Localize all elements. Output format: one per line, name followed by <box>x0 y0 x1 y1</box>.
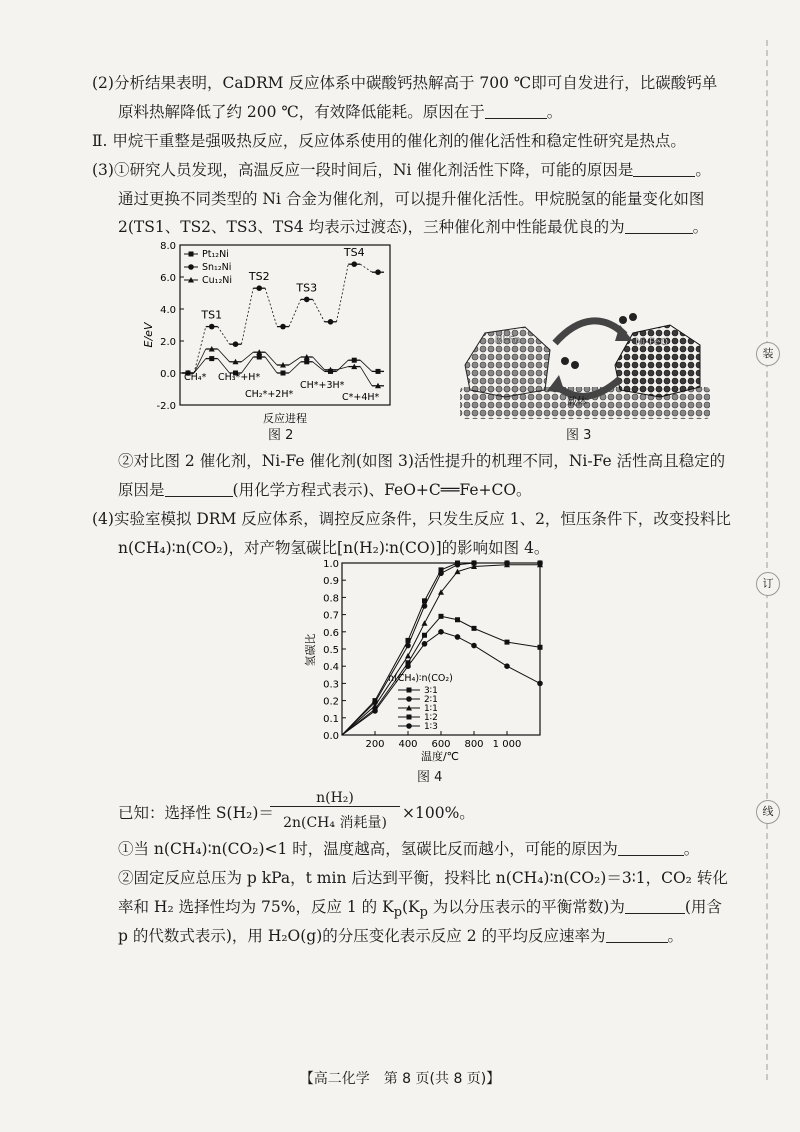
q3-sub2-equation: (用化学方程式表示)、FeO+C══Fe+CO。 <box>232 481 532 499</box>
arrowhead <box>547 375 565 393</box>
y-tick-label: 0.7 <box>323 610 339 622</box>
connector-line <box>218 359 230 373</box>
q4-sub1-end: 。 <box>683 840 700 858</box>
q3-line1 <box>92 159 711 181</box>
q3-line3-text: 2(TS1、TS2、TS3、TS4 均表示过渡态)，三种催化剂中性能最优良的为 <box>118 218 625 236</box>
legend-marker <box>407 715 412 720</box>
q4-line1: (4)实验室模拟 DRM 反应体系，调控反应条件，只发生反应 1、2，恒压条件下，改变投料比 <box>92 510 731 528</box>
data-point <box>280 324 286 330</box>
answer-blank[interactable] <box>606 926 668 943</box>
data-point <box>537 681 543 687</box>
answer-blank[interactable] <box>625 897 685 914</box>
binding-mark: 订 <box>756 572 780 596</box>
x-tick-label: 400 <box>398 739 418 750</box>
y-tick-label: 0.0 <box>160 369 176 380</box>
y-tick-label: 0.6 <box>323 627 339 639</box>
figure-4-ratio-chart <box>300 555 550 765</box>
q3-sub2-line1: ②对比图 2 催化剂，Ni-Fe 催化剂(如图 3)活性提升的机理不同，Ni-Fe 活性高且稳定的 <box>118 452 726 470</box>
data-point <box>422 603 428 609</box>
q2-line2-text: 原料热解降低了约 200 ℃，有效降低能耗。原因在于 <box>118 103 485 121</box>
data-point <box>455 634 461 640</box>
ni-feo-label: Ni-FeO <box>635 337 669 348</box>
connector-line <box>242 352 254 362</box>
legend-label: Pt₁₂Ni <box>202 249 229 260</box>
data-point <box>439 614 444 619</box>
molecule-dot <box>561 357 569 365</box>
q4-sub2-line1: ②固定反应总压为 p kPa，t min 后达到平衡，投料比 n(CH₄)∶n(CO₂)＝3∶1，CO₂ 转化 <box>118 869 728 887</box>
data-point <box>438 571 444 577</box>
legend-label: Cu₁₂Ni <box>202 275 233 286</box>
kp-subscript: p <box>419 905 428 921</box>
data-point <box>438 629 444 635</box>
molecule-dot <box>619 316 627 324</box>
figure-2-caption: 图 2 <box>268 428 294 443</box>
transition-state-label: TS1 <box>201 308 223 322</box>
data-point <box>405 653 411 659</box>
q4-sub2-line2 <box>118 896 722 924</box>
y-tick-label: 0.5 <box>323 645 339 656</box>
connector-line <box>242 288 254 344</box>
q3-line2: 通过更换不同类型的 Ni 合金为催化剂，可以提升催化活性。甲烷脱氢的能量变化如图 <box>118 190 705 208</box>
binding-mark: 线 <box>756 800 780 824</box>
legend-label: 1∶3 <box>424 722 438 732</box>
q2-line2-end: 。 <box>546 103 563 121</box>
species-label: CH₃*+H* <box>218 372 261 383</box>
data-point <box>328 319 334 325</box>
answer-blank[interactable] <box>485 102 547 119</box>
formula-numerator: n(H₂) <box>270 790 400 807</box>
connector-line <box>337 264 349 322</box>
legend-label: 1∶2 <box>424 713 438 723</box>
legend-marker <box>406 696 412 702</box>
page-footer: 【高二化学 第 8 页(共 8 页)】 <box>299 1071 501 1087</box>
q4-sub1-text: ①当 n(CH₄)∶n(CO₂)<1 时，温度越高，氢碳比反而越小，可能的原因为 <box>118 840 618 858</box>
connector-line <box>289 299 301 326</box>
y-tick-label: 0.9 <box>323 576 339 588</box>
connector-line <box>360 264 372 272</box>
species-label: CH*+3H* <box>300 380 345 391</box>
data-point <box>422 620 428 626</box>
support-label: 载体 <box>567 397 587 408</box>
connector-line <box>265 352 277 365</box>
species-label: C*+4H* <box>342 392 380 403</box>
transition-state-label: TS3 <box>296 281 318 295</box>
data-point <box>504 663 510 669</box>
section-2-heading: Ⅱ. 甲烷干重整是强吸热反应，反应体系使用的催化剂的催化活性和稳定性研究是热点。 <box>92 132 686 150</box>
data-point <box>372 708 378 714</box>
data-point <box>472 626 477 631</box>
figure-2-energy-chart <box>140 240 410 440</box>
q4-sub2-text-c: 为以分压表示的平衡常数)为 <box>427 898 625 916</box>
selectivity-prefix: 已知：选择性 S(H₂)＝ <box>118 804 274 822</box>
cycle-arrow-top <box>555 321 625 343</box>
x-axis-label: 温度/℃ <box>420 750 460 763</box>
data-point <box>351 261 357 267</box>
selectivity-suffix: ×100%。 <box>402 804 475 822</box>
legend-label: 1∶1 <box>424 704 438 714</box>
figure-3-caption: 图 3 <box>566 428 592 443</box>
q3-sub2-text: 原因是 <box>118 481 165 499</box>
binding-mark: 装 <box>756 342 780 366</box>
x-tick-label: 1 000 <box>492 739 522 750</box>
x-tick-label: 600 <box>431 739 451 750</box>
answer-blank[interactable] <box>165 480 233 497</box>
species-label: CH₂*+2H* <box>245 389 294 400</box>
figure-4-caption: 图 4 <box>417 770 443 785</box>
q3-sub2-line2 <box>118 479 532 501</box>
legend-marker <box>406 723 412 729</box>
y-axis-label: 氢碳比 <box>304 633 317 667</box>
binding-dashed-line <box>766 40 768 1080</box>
y-axis-label: E/eV <box>142 322 155 348</box>
data-point <box>304 359 309 364</box>
legend-title: n(CH₄)∶n(CO₂) <box>388 673 453 684</box>
q2-line2 <box>118 101 562 123</box>
q4-sub2-text-a: 率和 H₂ 选择性均为 75%，反应 1 的 K <box>118 898 394 916</box>
x-tick-label: 800 <box>464 739 484 750</box>
q4-sub1 <box>118 838 699 860</box>
q4-line2: n(CH₄)∶n(CO₂)，对产物氢碳比[n(H₂)∶n(CO)]的影响如图 4。 <box>118 539 550 557</box>
legend-marker <box>407 688 412 693</box>
data-point <box>209 324 215 330</box>
data-point <box>352 358 357 363</box>
y-tick-label: -2.0 <box>156 401 176 412</box>
connector-line <box>337 367 349 370</box>
answer-blank[interactable] <box>618 839 684 856</box>
data-point <box>304 297 310 303</box>
answer-blank[interactable] <box>633 160 695 177</box>
q4-sub2-text-e: p 的代数式表示)，用 H₂O(g)的分压变化表示反应 2 的平均反应速率为 <box>118 927 606 945</box>
legend-marker <box>189 252 194 257</box>
legend-marker <box>188 264 194 270</box>
y-tick-label: 0.4 <box>323 662 339 674</box>
data-point <box>233 341 239 347</box>
data-point <box>422 633 427 638</box>
species-label: CH₄* <box>184 372 207 383</box>
molecule-dot <box>571 361 579 369</box>
q4-sub2-text-b: (K <box>401 898 420 916</box>
connector-line <box>218 349 230 362</box>
data-point <box>422 641 428 647</box>
data-point <box>455 617 460 622</box>
q3-line3-end: 。 <box>692 218 709 236</box>
y-tick-label: 8.0 <box>160 241 176 252</box>
molecule-dot <box>629 313 637 321</box>
q4-sub2-text-d: (用含 <box>684 898 722 916</box>
transition-state-label: TS2 <box>248 270 270 284</box>
connector-line <box>218 327 230 345</box>
data-point <box>256 285 262 291</box>
data-point <box>405 663 411 669</box>
connector-line <box>265 357 277 373</box>
data-point <box>209 356 214 361</box>
y-tick-label: 0.1 <box>323 713 339 725</box>
connector-line <box>265 288 277 326</box>
y-tick-label: 1.0 <box>323 559 339 570</box>
legend-label: 3∶1 <box>424 686 438 696</box>
y-tick-label: 4.0 <box>160 305 176 316</box>
y-tick-label: 0.8 <box>323 593 339 605</box>
y-tick-label: 0.0 <box>323 731 339 742</box>
answer-blank[interactable] <box>625 217 693 234</box>
data-point <box>538 645 543 650</box>
figure-3-catalyst-diagram <box>455 305 715 425</box>
y-tick-label: 0.2 <box>323 696 339 708</box>
data-point <box>257 355 262 360</box>
data-point <box>471 643 477 649</box>
connector-line <box>242 357 254 373</box>
data-point <box>376 369 381 374</box>
q3-line1-end: 。 <box>695 161 711 179</box>
transition-state-label: TS4 <box>343 246 365 260</box>
kp-subscript: p <box>393 905 402 921</box>
data-point <box>505 640 510 645</box>
ni-fe-label: Ni-Fe <box>495 335 521 346</box>
y-tick-label: 6.0 <box>160 273 176 284</box>
q2-line1: (2)分析结果表明，CaDRM 反应体系中碳酸钙热解高于 700 ℃即可自发进行，比碳酸钙单 <box>92 74 718 92</box>
legend-label: 2∶1 <box>424 695 438 705</box>
q3-line3 <box>118 216 708 238</box>
series-2 <box>182 346 384 388</box>
data-point <box>405 643 411 649</box>
series-2 <box>342 562 543 735</box>
y-tick-label: 0.3 <box>323 679 339 691</box>
data-point <box>281 371 286 376</box>
formula-denominator: 2n(CH₄ 消耗量) <box>283 815 387 831</box>
y-tick-label: 2.0 <box>160 337 176 348</box>
data-point <box>455 562 461 568</box>
q3-line1-text: (3)①研究人员发现，高温反应一段时间后，Ni 催化剂活性下降，可能的原因是 <box>92 161 634 179</box>
q4-sub2-line3 <box>118 925 683 947</box>
x-tick-label: 200 <box>365 739 385 750</box>
legend-label: Sn₁₂Ni <box>202 262 232 273</box>
connector-line <box>313 299 325 321</box>
data-point <box>375 269 381 275</box>
q4-sub2-text-f: 。 <box>667 927 684 945</box>
x-axis-label: 反应进程 <box>263 412 307 425</box>
